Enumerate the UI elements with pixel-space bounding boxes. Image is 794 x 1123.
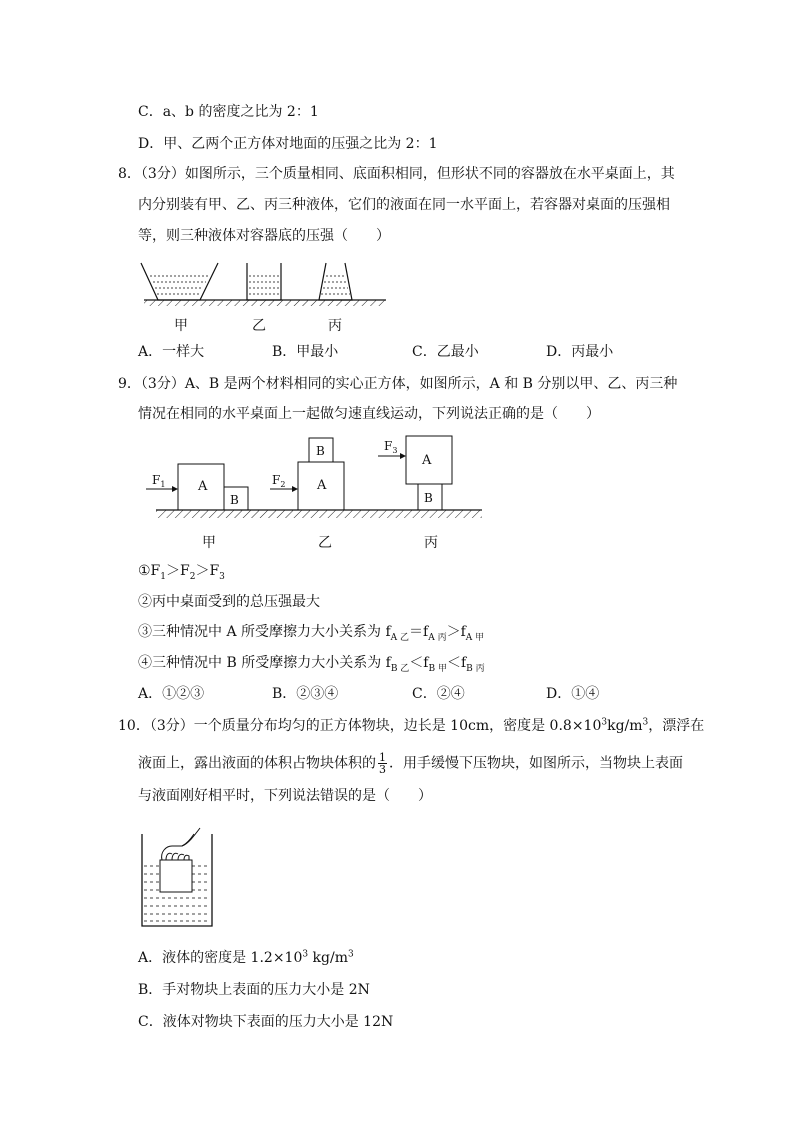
q9-option-c[interactable]: C．②④ bbox=[412, 686, 465, 702]
q8-option-b[interactable]: B．甲最小 bbox=[272, 344, 339, 360]
q8-label-yi: 乙 bbox=[252, 318, 266, 334]
q9-statement-3: ③三种情况中 A 所受摩擦力大小关系为 $f_{A 乙}=f_{A 丙}>f_{A 甲}$ bbox=[138, 624, 485, 643]
q9-figure bbox=[142, 432, 482, 522]
q9-yi-a-label: A bbox=[317, 478, 327, 493]
q9-statement-2: ②丙中桌面受到的总压强最大 bbox=[138, 594, 320, 610]
q9-yi-b-label: B bbox=[316, 444, 325, 458]
prev-option-c: C．a、b 的密度之比为 2：1 bbox=[138, 104, 319, 120]
q9-jia-a-label: A bbox=[198, 479, 208, 494]
q9-bing-a-label: A bbox=[422, 453, 432, 468]
q9-option-a[interactable]: A．①②③ bbox=[138, 686, 205, 702]
q10-stem-line3: 与液面刚好相平时，下列说法错误的是（ ） bbox=[138, 788, 432, 804]
q9-f3-label: $F_3$ bbox=[384, 439, 398, 455]
q8-option-d[interactable]: D．丙最小 bbox=[546, 344, 614, 360]
q10-fraction: $\frac{1}{3}$ bbox=[379, 751, 386, 776]
q10-figure bbox=[142, 822, 222, 932]
q8-option-a[interactable]: A．一样大 bbox=[138, 344, 205, 360]
q9-f1-label: $F_1$ bbox=[152, 473, 166, 489]
q8-label-bing: 丙 bbox=[328, 318, 342, 334]
q9-bing-b-label: B bbox=[424, 491, 433, 505]
q8-stem-line2: 内分别装有甲、乙、丙三种液体，它们的液面在同一水平面上，若容器对桌面的压强相 bbox=[138, 197, 670, 213]
q9-stem-line2: 情况在相同的水平桌面上一起做匀速直线运动，下列说法正确的是（ ） bbox=[138, 406, 600, 422]
q8-stem-line1: 8．（3分）如图所示，三个质量相同、底面积相同，但形状不同的容器放在水平桌面上，其 bbox=[118, 166, 675, 182]
q10-option-c[interactable]: C．液体对物块下表面的压力大小是 12N bbox=[138, 1014, 394, 1030]
prev-option-d: D．甲、乙两个正方体对地面的压强之比为 2：1 bbox=[138, 136, 438, 152]
q10-cube bbox=[160, 860, 192, 892]
q8-container-bing bbox=[319, 263, 352, 300]
q8-stem-line3: 等，则三种液体对容器底的压强（ ） bbox=[138, 228, 390, 244]
q10-stem-line2: 液面上，露出液面的体积占物块体积的 $\frac{1}{3}$ ．用手缓慢下压物块，如图所示，当物块上表面 bbox=[138, 751, 683, 776]
q9-statement-1: $①F_1>F_2>F_3$ bbox=[138, 563, 225, 582]
q9-option-b[interactable]: B．②③④ bbox=[272, 686, 339, 702]
q8-option-c[interactable]: C．乙最小 bbox=[412, 344, 479, 360]
q9-stem-line1: 9．（3分）A、B 是两个材料相同的实心正方体，如图所示，A 和 B 分别以甲、乙、丙三种 bbox=[118, 376, 678, 392]
q9-label-jia: 甲 bbox=[202, 535, 216, 551]
q8-container-yi bbox=[247, 263, 281, 300]
q9-label-bing: 丙 bbox=[424, 535, 438, 551]
q9-option-d[interactable]: D．①④ bbox=[546, 686, 600, 702]
q8-label-jia: 甲 bbox=[174, 318, 188, 334]
q10-option-a[interactable]: A．液体的密度是 $1.2\times 10^3$ $kg/m^3$ bbox=[138, 949, 354, 966]
q10-stem-line1: 10．（3分）一个质量分布均匀的正方体物块，边长是 10cm，密度是 $0.8\times 10^3kg/m^3$，漂浮在 bbox=[118, 717, 705, 734]
q8-container-jia bbox=[141, 263, 218, 300]
q9-f2-label: $F_2$ bbox=[272, 473, 286, 489]
q9-jia-b-label: B bbox=[230, 493, 239, 507]
q10-option-b[interactable]: B．手对物块上表面的压力大小是 2N bbox=[138, 982, 370, 998]
q9-statement-4: ④三种情况中 B 所受摩擦力大小关系为 $f_{B 乙}<f_{B 甲}<f_{B 丙}$ bbox=[138, 655, 485, 674]
q9-label-yi: 乙 bbox=[318, 535, 332, 551]
hand-icon bbox=[162, 828, 200, 860]
